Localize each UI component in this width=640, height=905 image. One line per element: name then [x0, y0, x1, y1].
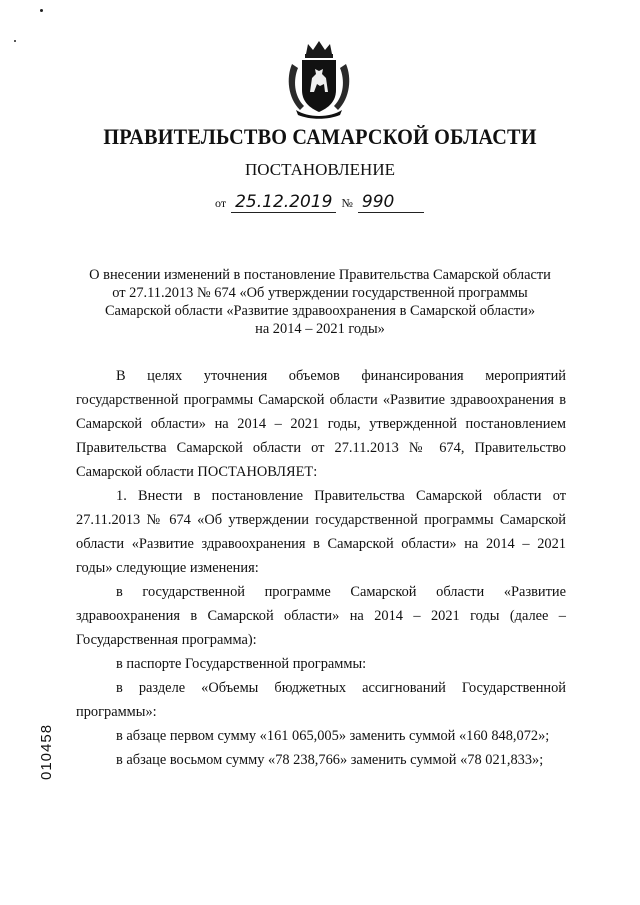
samara-coat-of-arms-emblem	[282, 38, 356, 120]
scan-speck	[14, 40, 16, 42]
government-title: ПРАВИТЕЛЬСТВО САМАРСКОЙ ОБЛАСТИ	[103, 124, 537, 149]
subject-line: на 2014 – 2021 годы»	[255, 321, 385, 337]
paragraph-item-1: 1. Внести в постановление Правительства Самарской области от 27.11.2013 № 674 «Об утверждении государственной программы Самарской области «Развитие здравоохранения в Самарской области» на 2014 – 2021 годы» следующие изменения:	[76, 488, 566, 576]
subject-line: О внесении изменений в постановление Правительства Самарской области	[89, 267, 551, 283]
paragraph: в государственной программе Самарской области «Развитие здравоохранения в Самарской области» на 2014 – 2021 годы (далее – Государственная программа):	[76, 584, 566, 648]
paragraph: в абзаце первом сумму «161 065,005» заменить суммой «160 848,072»;	[116, 728, 550, 744]
paragraph: в абзаце восьмом сумму «78 238,766» заменить суммой «78 021,833»;	[116, 752, 544, 768]
date-prefix: от	[215, 196, 227, 210]
handwritten-date: 25.12.2019	[231, 192, 336, 213]
number-prefix: №	[341, 196, 353, 210]
paragraph: в разделе «Объемы бюджетных ассигнований Государственной программы»:	[76, 680, 566, 720]
subject-line: Самарской области «Развитие здравоохранения в Самарской области»	[104, 303, 536, 319]
date-number-line	[213, 192, 424, 213]
document-body	[76, 364, 566, 772]
paragraph-preamble: В целях уточнения объемов финансирования мероприятий государственной программы Самарской области «Развитие здравоохранения в Самарской области» на 2014 – 2021 годы, утвержденной постановлением Правительства Самарской области от 27.11.2013 № 674, Правительство Самарской области ПОСТАНОВЛЯЕТ:	[76, 368, 566, 480]
paragraph: в паспорте Государственной программы:	[116, 656, 367, 672]
serial-number: 010458	[38, 723, 55, 780]
subject-line: от 27.11.2013 № 674 «Об утверждении государственной программы	[112, 285, 528, 301]
scan-speck	[40, 9, 43, 12]
handwritten-number: 990	[358, 192, 424, 213]
document-subject	[70, 266, 570, 338]
document-type: ПОСТАНОВЛЕНИЕ	[244, 160, 395, 179]
